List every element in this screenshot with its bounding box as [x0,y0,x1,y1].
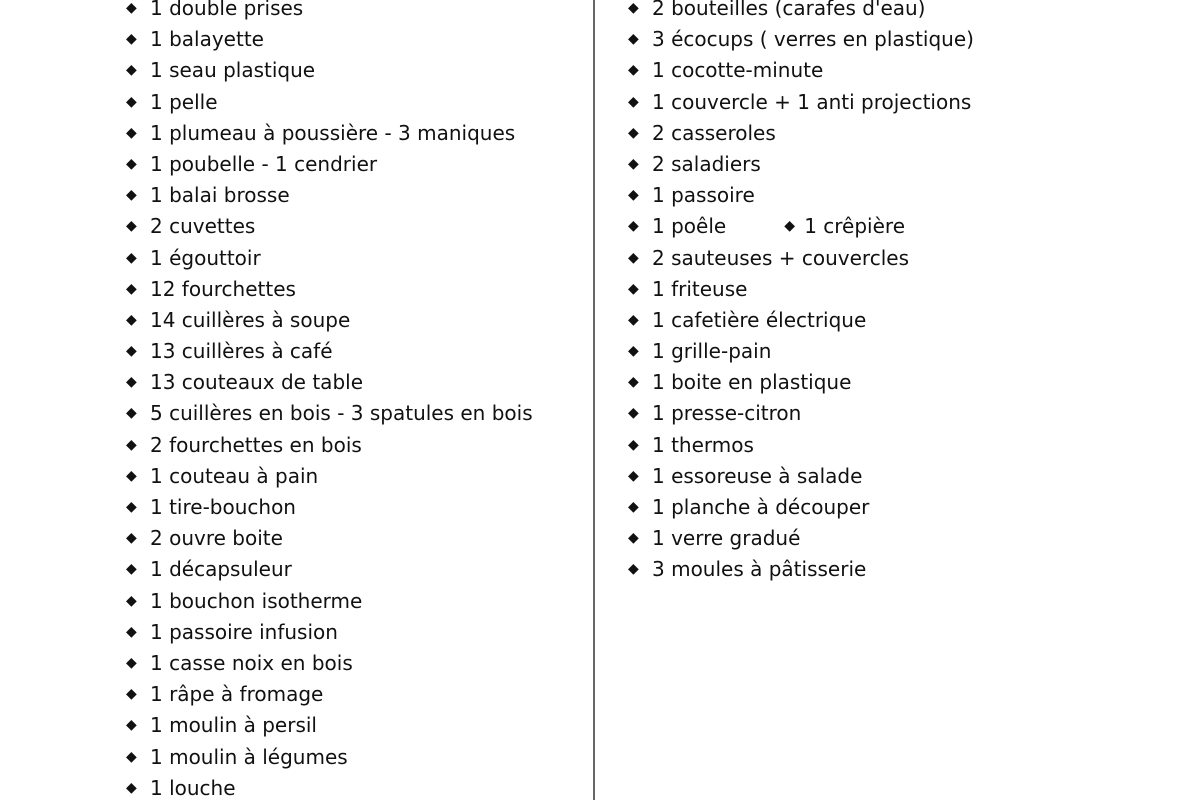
list-item-text: 1 pelle [150,89,218,114]
list-item [126,305,586,336]
list-item [126,461,586,492]
bullet-icon: ◆ [126,374,137,391]
list-item-text: 1 égouttoir [150,245,261,270]
bullet-icon: ◆ [628,31,639,48]
list-item-text: 1 passoire [652,183,755,208]
list-item [628,367,1068,398]
list-item [126,211,586,242]
list-item [628,461,1068,492]
list-item-text: 2 sauteuses + couvercles [652,245,909,270]
list-item [628,305,1068,336]
list-item-text: 1 thermos [652,432,754,457]
list-item-text: 1 râpe à fromage [150,682,324,707]
list-item [126,87,586,118]
right-column-list [628,0,1068,586]
bullet-icon: ◆ [628,187,639,204]
inline-extra-text: 1 crêpière [804,214,905,239]
bullet-icon: ◆ [126,311,137,328]
bullet-icon: ◆ [628,93,639,110]
bullet-icon: ◆ [628,311,639,328]
list-item [628,55,1068,86]
list-item-text: 14 cuillères à soupe [150,307,351,332]
bullet-icon: ◆ [126,0,137,16]
list-item [126,648,586,679]
left-column-list [126,0,586,800]
list-item [628,180,1068,211]
list-item [628,492,1068,523]
list-item [628,149,1068,180]
list-item [126,180,586,211]
list-item [628,554,1068,585]
bullet-icon: ◆ [126,218,137,235]
bullet-icon: ◆ [126,499,137,515]
list-item [628,24,1068,55]
bullet-icon: ◆ [628,561,639,578]
bullet-icon: ◆ [126,592,137,609]
bullet-icon: ◆ [628,280,639,297]
bullet-icon: ◆ [784,218,795,235]
list-item [628,118,1068,149]
bullet-icon: ◆ [628,0,639,16]
list-item [126,398,586,429]
list-item-text: 1 décapsuleur [150,557,292,582]
list-item-text: 2 casseroles [652,120,776,145]
bullet-icon: ◆ [126,623,137,640]
list-item [126,118,586,149]
list-item-text: 1 plumeau à poussière - 3 maniques [150,120,516,145]
list-item [126,274,586,305]
list-item-text: 1 cocotte-minute [652,58,824,83]
list-item [126,336,586,367]
list-item-text: 1 essoreuse à salade [652,463,863,488]
list-item [628,87,1068,118]
list-item-text: 1 balai brosse [150,183,290,208]
bullet-icon: ◆ [628,249,639,266]
list-item-text: 1 couvercle + 1 anti projections [652,89,972,114]
bullet-icon: ◆ [126,31,137,48]
list-item [126,773,586,800]
bullet-icon: ◆ [126,436,137,453]
list-item [126,243,586,274]
bullet-icon: ◆ [628,436,639,453]
bullet-icon: ◆ [126,654,137,671]
bullet-icon: ◆ [628,124,639,141]
bullet-icon: ◆ [628,499,639,515]
list-item-text: 13 cuillères à café [150,339,333,364]
list-item-text: 1 double prises [150,0,304,20]
bullet-icon: ◆ [126,62,137,79]
bullet-icon: ◆ [628,62,639,79]
list-item [126,617,586,648]
list-item-text: 1 seau plastique [150,58,316,83]
list-item [126,0,586,24]
bullet-icon: ◆ [126,717,137,734]
list-item [628,336,1068,367]
column-divider [593,0,595,800]
list-item [628,0,1068,24]
list-item-text: 5 cuillères en bois - 3 spatules en bois [150,401,533,426]
list-item [126,430,586,461]
list-item-text: 1 poubelle - 1 cendrier [150,151,378,176]
list-item [126,742,586,773]
list-item-text: 1 casse noix en bois [150,650,353,675]
list-item-text: 2 ouvre boite [150,526,283,551]
bullet-icon: ◆ [628,467,639,484]
list-item-text: 1 bouchon isotherme [150,588,363,613]
bullet-icon: ◆ [126,155,137,172]
bullet-icon: ◆ [126,748,137,765]
list-item-text: 1 louche [150,775,236,800]
bullet-icon: ◆ [628,374,639,391]
bullet-icon: ◆ [126,561,137,578]
list-item-text: 1 grille-pain [652,339,772,364]
list-item-text: 1 tire-bouchon [150,495,296,519]
list-item-text: 1 balayette [150,27,264,52]
list-item-text: 1 verre gradué [652,526,801,551]
list-item-text: 2 fourchettes en bois [150,432,362,457]
list-item-text: 3 écocups ( verres en plastique) [652,27,974,52]
list-item [126,55,586,86]
bullet-icon: ◆ [126,187,137,204]
bullet-icon: ◆ [628,530,639,547]
bullet-icon: ◆ [126,686,137,703]
list-item [628,523,1068,554]
list-item [126,492,586,523]
bullet-icon: ◆ [628,343,639,360]
list-item [628,430,1068,461]
list-item-text: 1 boite en plastique [652,370,852,395]
list-item [628,243,1068,274]
bullet-icon: ◆ [126,467,137,484]
list-item [126,24,586,55]
inline-extra-item [784,211,905,242]
bullet-icon: ◆ [126,530,137,547]
bullet-icon: ◆ [126,124,137,141]
list-item [126,367,586,398]
list-item [126,679,586,710]
list-item-text: 12 fourchettes [150,276,296,301]
bullet-icon: ◆ [126,249,137,266]
list-item [126,554,586,585]
list-item [628,398,1068,429]
bullet-icon: ◆ [628,218,639,235]
list-item-text: 13 couteaux de table [150,370,363,395]
bullet-icon: ◆ [628,405,639,422]
bullet-icon: ◆ [126,280,137,297]
list-item-text: 1 couteau à pain [150,463,319,488]
list-item [628,274,1068,305]
list-item [126,586,586,617]
bullet-icon: ◆ [126,405,137,422]
list-item-text: 1 cafetière électrique [652,307,867,332]
list-item-text: 1 planche à découper [652,495,870,519]
bullet-icon: ◆ [126,93,137,110]
bullet-icon: ◆ [628,155,639,172]
list-item [628,211,1068,242]
list-item-text: 1 passoire infusion [150,619,338,644]
bullet-icon: ◆ [126,779,137,796]
list-item-text: 2 cuvettes [150,214,256,239]
bullet-icon: ◆ [126,343,137,360]
list-item-text: 1 friteuse [652,276,748,301]
list-item-text: 1 moulin à légumes [150,744,348,769]
list-item-text: 1 poêle [652,214,727,239]
list-item-text: 2 bouteilles (carafes d'eau) [652,0,926,20]
list-item [126,149,586,180]
list-item-text: 2 saladiers [652,151,761,176]
list-item-text: 3 moules à pâtisserie [652,557,867,582]
list-item-text: 1 presse-citron [652,401,802,426]
list-item [126,710,586,741]
list-item-text: 1 moulin à persil [150,713,317,738]
list-item [126,523,586,554]
